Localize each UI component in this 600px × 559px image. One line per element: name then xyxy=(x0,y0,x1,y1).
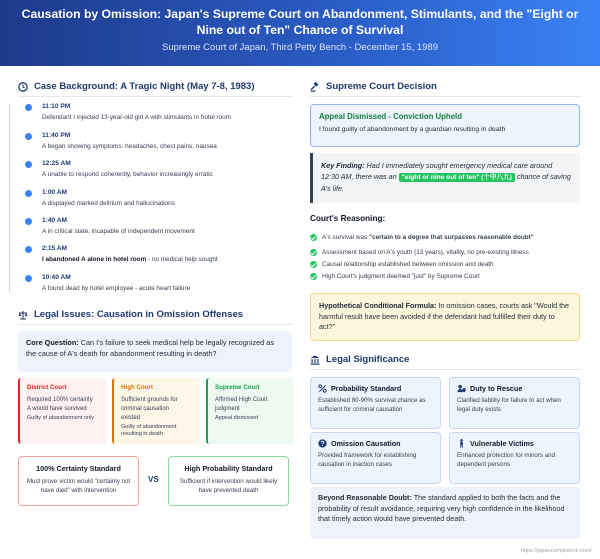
section-title-text: Legal Issues: Causation in Omission Offenses xyxy=(34,309,244,320)
timeline-dot xyxy=(25,104,32,111)
court-line: A would have survived xyxy=(27,406,87,412)
reasoning-text-pre: A's survival was xyxy=(322,234,370,241)
check-circle-icon xyxy=(310,261,317,268)
check-circle-icon xyxy=(310,234,317,241)
check-circle-icon xyxy=(310,273,317,280)
court-line: judgment xyxy=(215,406,240,412)
timeline-desc xyxy=(42,171,213,178)
timeline-time: 2:15 AM xyxy=(42,245,68,252)
divider xyxy=(18,324,292,325)
reasoning-item xyxy=(310,234,534,241)
vs-label: VS xyxy=(148,475,159,484)
reasoning-text xyxy=(322,261,494,268)
key-finding-highlight: "eight or nine out of ten" (十中八九) xyxy=(399,173,515,182)
court-name: Supreme Court xyxy=(215,384,260,391)
timeline-desc xyxy=(42,228,195,235)
standard-name: 100% Certainty Standard xyxy=(36,464,121,473)
timeline-dot xyxy=(25,190,32,197)
court-line: existed xyxy=(121,415,141,421)
user-shield-icon xyxy=(457,384,466,393)
card-name: Omission Causation xyxy=(331,439,401,448)
timeline-desc-text: A displayed marked delirium and hallucinations xyxy=(42,200,175,207)
timeline-desc-text: A found dead by hotel employee - acute heart failure xyxy=(42,285,191,292)
court-line: Sufficient grounds for xyxy=(121,397,178,403)
section-title-text: Legal Significance xyxy=(326,354,410,365)
timeline-time: 12:25 AM xyxy=(42,160,71,167)
institution-icon xyxy=(310,355,320,365)
timeline-desc xyxy=(42,200,175,207)
reasoning-text xyxy=(322,234,534,241)
gavel-icon xyxy=(310,82,320,92)
beyond-reasonable-doubt-box xyxy=(310,487,580,539)
divider xyxy=(310,369,582,370)
timeline-dot xyxy=(25,133,32,140)
page-subtitle: Supreme Court of Japan, Third Petty Bench - December 15, 1989 xyxy=(161,42,438,53)
court-result: Guilty of abandonment resulting in death xyxy=(121,424,177,437)
standard-desc: Must prove victim would "certainly not have died" with intervention xyxy=(26,478,131,494)
appeal-title: Appeal Dismissed - Conviction Upheld xyxy=(319,112,462,121)
section-title-significance xyxy=(310,354,409,365)
timeline-time: 10:40 AM xyxy=(42,274,71,281)
reasoning-item xyxy=(310,249,529,256)
card-name: Vulnerable Victims xyxy=(470,439,534,448)
timeline-desc-text: A unable to respond coherently, behavior increasingly erratic xyxy=(42,171,213,178)
timeline-desc-bold: I abandoned A alone in hotel room xyxy=(42,256,147,263)
court-card-district xyxy=(18,378,106,444)
child-icon xyxy=(457,439,466,448)
divider xyxy=(18,96,292,97)
court-card-supreme xyxy=(206,378,294,444)
timeline-desc-text: Defendant I injected 13-year-old girl A with stimulants in hotel room xyxy=(42,114,231,121)
check-circle-icon xyxy=(310,249,317,256)
timeline-time: 11:10 PM xyxy=(42,103,71,110)
timeline-desc-text: A began showing symptoms: headaches, chest pains, nausea xyxy=(42,143,217,150)
court-line: Required 100% certainty xyxy=(27,397,93,403)
section-title-background xyxy=(18,81,255,92)
standard-card-probability xyxy=(168,456,289,506)
court-result: Guilty of abandonment only xyxy=(27,415,94,421)
significance-card-omission xyxy=(310,432,441,484)
question-circle-icon xyxy=(318,439,327,448)
section-title-decision xyxy=(310,81,437,92)
clock-icon xyxy=(18,82,28,92)
reasoning-text-bold: "certain to a degree that surpasses reasonable doubt" xyxy=(369,234,534,241)
brd-text: The standard applied to both the facts and the probability of result avoidance, requiring very high confidence in the likelihood that timely action would have prevented death. xyxy=(318,493,565,523)
court-line: criminal causation xyxy=(121,406,170,412)
standard-desc: Sufficient if intervention would likely have prevented death xyxy=(179,478,278,494)
court-line: Affirmed High Court xyxy=(215,397,268,403)
timeline-desc xyxy=(42,285,190,292)
appeal-result-box xyxy=(310,104,580,147)
court-result: Appeal dismissed xyxy=(215,415,259,421)
hypothetical-formula-box xyxy=(310,293,580,341)
page-header xyxy=(0,0,600,66)
timeline-time: 1:40 AM xyxy=(42,217,68,224)
key-finding-text: Had I immediately sought emergency medical care around 12:30 AM, there was an xyxy=(321,161,553,181)
reasoning-item xyxy=(310,261,494,268)
card-desc: Established 80-90% survival chance as sufficient for criminal causation xyxy=(318,397,426,413)
section-title-legal-issues xyxy=(18,309,243,320)
timeline-desc-text: - no medical help sought xyxy=(146,256,218,263)
key-finding-box xyxy=(310,153,580,203)
card-desc: Provided framework for establishing causation in inaction cases xyxy=(318,452,417,468)
core-question-text: Can I's failure to seek medical help be legally recognized as the cause of A's death for abandonment resulting in death? xyxy=(26,338,274,358)
reasoning-item xyxy=(310,273,480,280)
page-title: Causation by Omission: Japan's Supreme Court on Abandonment, Stimulants, and the "Eight or Nine out of Ten" Chance of Survival xyxy=(21,7,579,37)
section-title-text: Supreme Court Decision xyxy=(326,81,437,92)
section-title-text: Case Background: A Tragic Night (May 7-8, 1983) xyxy=(34,81,255,92)
standard-card-certainty xyxy=(18,456,139,506)
appeal-desc: I found guilty of abandonment by a guardian resulting in death xyxy=(319,126,506,133)
scale-icon xyxy=(18,310,28,320)
standard-name: High Probability Standard xyxy=(184,464,273,473)
core-question-label: Core Question: xyxy=(26,338,79,347)
court-name: District Court xyxy=(27,384,67,391)
card-desc: Enhanced protection for minors and dependent persons xyxy=(457,452,556,468)
hypo-label: Hypothetical Conditional Formula: xyxy=(319,301,437,310)
reasoning-title: Court's Reasoning: xyxy=(310,214,386,223)
reasoning-text-pre: Assessment based on A's youth (13 years), vitality, no pre-existing illness xyxy=(322,249,529,256)
reasoning-text xyxy=(322,249,529,256)
hypo-text: In omission cases, courts ask "Would the harmful result have been avoided if the defendant had fulfilled their duty to act?" xyxy=(319,301,570,331)
card-name: Duty to Rescue xyxy=(470,384,523,393)
key-finding-label: Key Finding: xyxy=(321,161,365,170)
reasoning-text-pre: Causal relationship established between omission and death xyxy=(322,261,494,268)
brd-label: Beyond Reasonable Doubt: xyxy=(318,493,412,502)
reasoning-text-pre: High Court's judgment deemed "just" by Supreme Court xyxy=(322,273,480,280)
timeline-desc xyxy=(42,256,218,263)
timeline-desc-text: A in critical state, incapable of independent movement xyxy=(42,228,195,235)
timeline-desc xyxy=(42,114,231,121)
significance-card-probability xyxy=(310,377,441,429)
key-finding-text-end: chance of saving A's life. xyxy=(321,172,571,193)
court-card-high xyxy=(112,378,200,444)
timeline-dot xyxy=(25,246,32,253)
timeline-dot xyxy=(25,218,32,225)
timeline-line xyxy=(9,104,10,292)
percent-icon xyxy=(318,384,327,393)
court-name: High Court xyxy=(121,384,153,391)
significance-card-vulnerable xyxy=(449,432,580,484)
reasoning-text xyxy=(322,273,480,280)
divider xyxy=(310,96,582,97)
core-question-box xyxy=(18,331,292,372)
card-desc: Clarified liability for failure to act when legal duty exists xyxy=(457,397,561,413)
timeline-time: 1:00 AM xyxy=(42,189,68,196)
footer-url: https://japancompliance.com/ xyxy=(520,548,592,554)
card-name: Probability Standard xyxy=(331,384,402,393)
timeline-dot xyxy=(25,275,32,282)
timeline-time: 11:40 PM xyxy=(42,132,71,139)
timeline-desc xyxy=(42,143,217,150)
significance-card-duty xyxy=(449,377,580,429)
timeline-dot xyxy=(25,161,32,168)
